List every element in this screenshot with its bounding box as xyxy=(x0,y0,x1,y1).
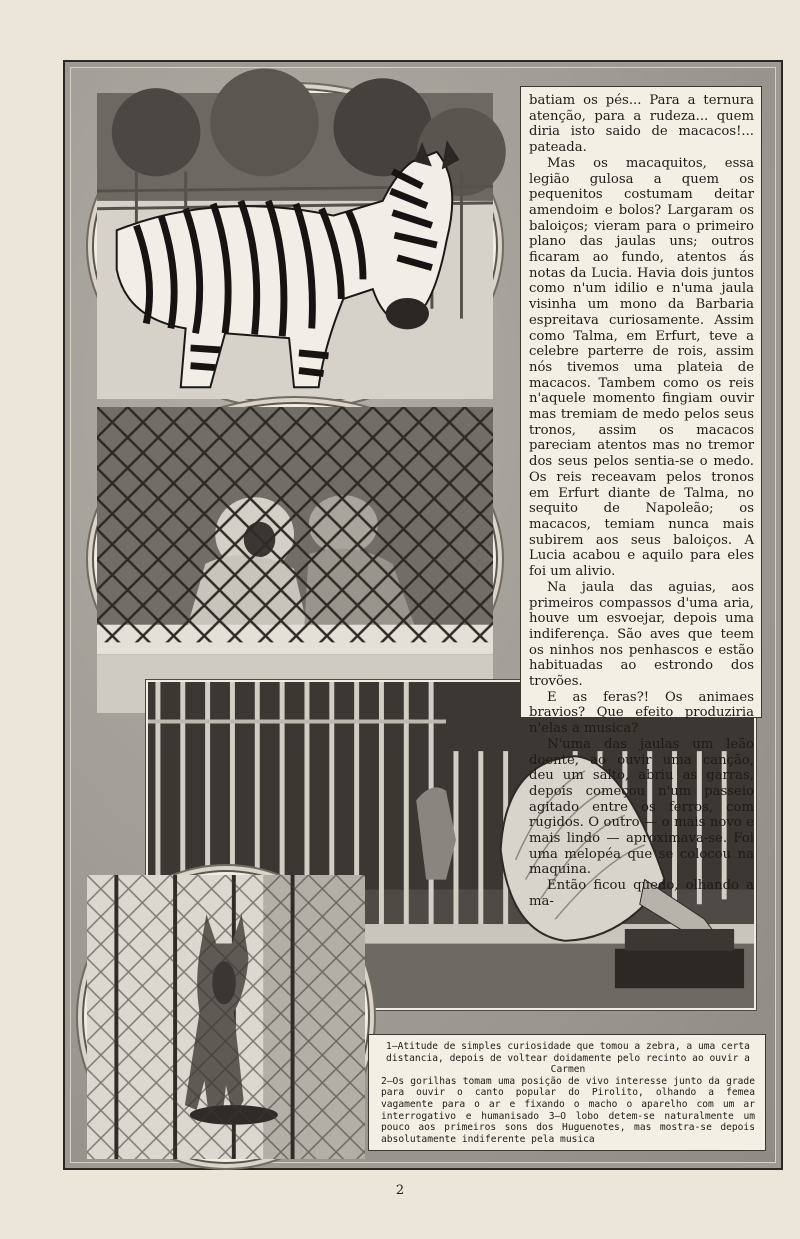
page-number: 2 xyxy=(395,1183,405,1198)
caption-gorillas-wolf: 2—Os gorilhas tomam uma posição de vivo interesse junto da grade para ouvir o canto popular do Pirolito, olhando a femea vagamente para o ar e fixando o macho o aparelho com um ar interrogativo e humanisado 3—O lobo detem-se naturalmente um pouco aos primeiros sons dos Huguenotes, mas mostra-se depois absolutamente indiferente pela musica xyxy=(381,1075,755,1145)
article-paragraph: Na jaula das aguias, aos primeiros compassos d'uma aria, houve um esvoejar, depois uma indiferença. São aves que teem os ninhos nos penhascos e estão habituadas ao estrondo dos trovões. xyxy=(529,579,754,690)
caption-zebra: 1—Atitude de simples curiosidade que tomou a zebra, a uma certa distancia, depois de voltear doidamente pelo recinto ao ouvir a Carmen xyxy=(386,1041,750,1076)
article-paragraph: Mas os macaquitos, essa legião gulosa a quem os pequenitos costumam deitar amendoim e bolos? Largaram os baloiços; vieram para o primeiro plano das jaulas uns; outros ficaram ao fundo, atentos ás notas da Lucia. Havia dois juntos como n'um idilio e n'uma jaula visinha um mono da Barbaria espreitava curiosamente. Assim como Talma, em Erfurt, teve a celebre parterre de rois, assim nós tivemos uma plateia de macacos. Tambem como os reis n'aquele momento fingiam ouvir mas tremiam de medo pelos seus tronos, assim os macacos pareciam atentos mas no tremor dos seus pelos sentia-se o medo. Os reis receavam pelos tronos em Erfurt diante de Talma, no sequito de Napoleão; os macacos, temiam nunca mais subirem aos seus baloiços. A Lucia acabou e aquilo para eles foi um alivio. xyxy=(529,155,754,580)
zebra-illustration xyxy=(97,93,493,399)
article-text xyxy=(520,86,762,909)
gorillas-illustration xyxy=(97,407,493,711)
article-paragraph: N'uma das jaulas um leão doente, ao ouvir uma canção, deu um salto, abriu as garras, depois começou n'um passeio agitado entre os ferros, com rugidos. O outro — o mais novo e mais lindo — aproximava-se. Foi uma melopéa que se colocou na maquina. xyxy=(529,736,754,878)
wolf-illustration xyxy=(87,875,365,1159)
wolf-photo xyxy=(84,872,368,1162)
article-paragraph: Então ficou quedo, olhando a ma- xyxy=(529,878,754,909)
photo-captions xyxy=(368,1034,766,1151)
article-paragraph: batiam os pés... Para a ternura atenção, para a rudeza... quem diria isto saido de macacos!... pateada. xyxy=(529,93,754,156)
gorillas-photo xyxy=(94,404,496,714)
zebra-photo xyxy=(94,90,496,402)
article-paragraph: E as feras?! Os animaes bravios? Que efeito produziria n'elas a musica? xyxy=(529,689,754,737)
